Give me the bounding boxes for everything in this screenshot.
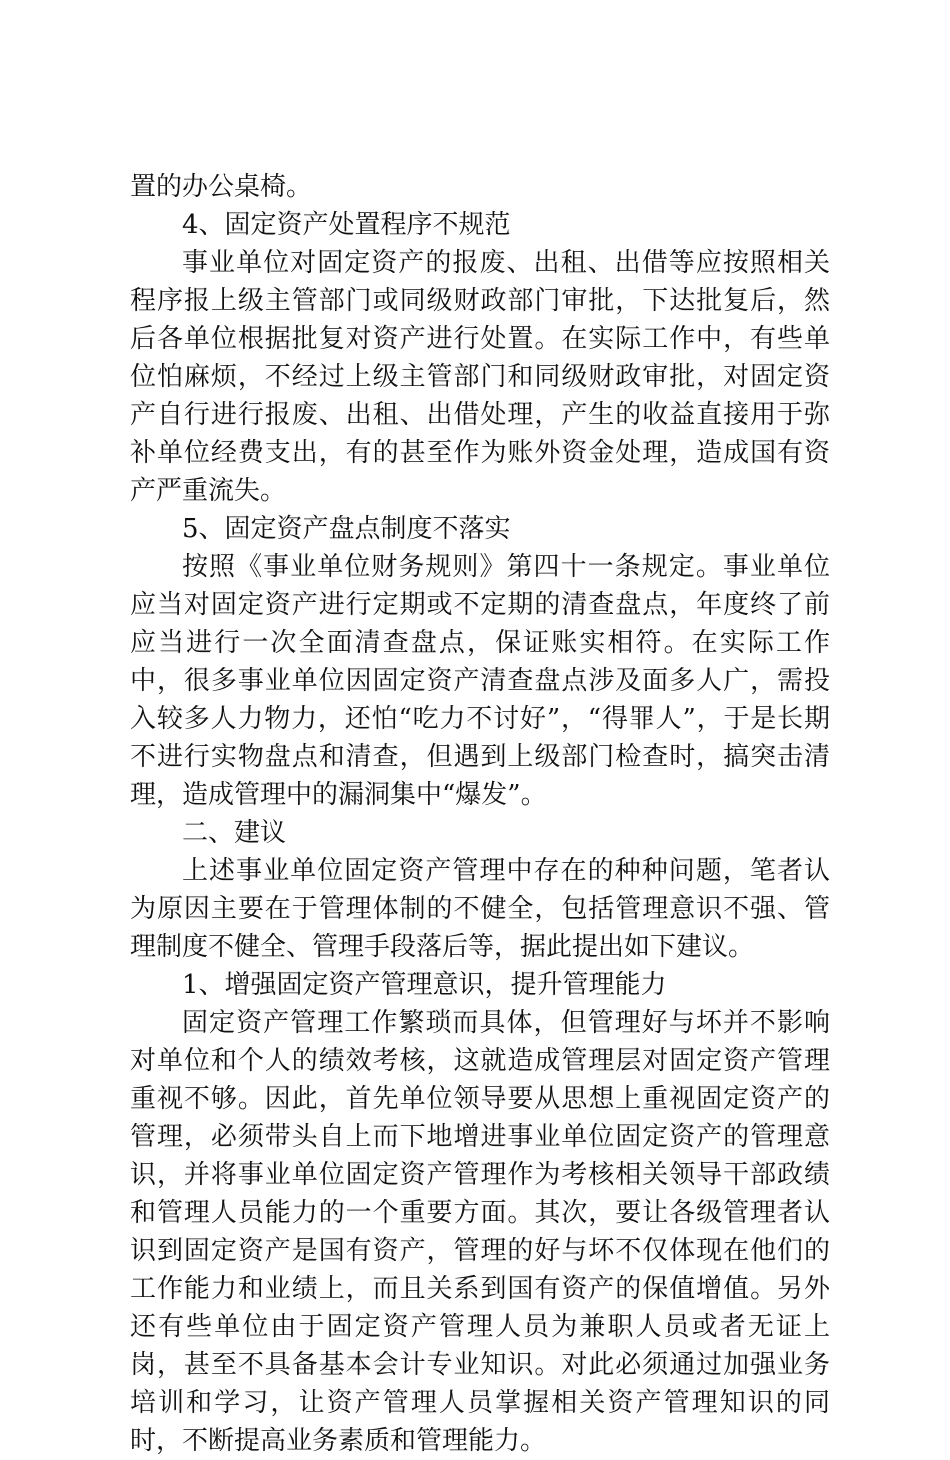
paragraph-suggestions-intro: 上述事业单位固定资产管理中存在的种种问题，笔者认为原因主要在于管理体制的不健全，包括管理意识不强、管理制度不健全、管理手段落后等，据此提出如下建议。 [130,856,830,962]
paragraph-disposal: 事业单位对固定资产的报废、出租、出借等应按照相关程序报上级主管部门或同级财政部门审批，下达批复后，然后各单位根据批复对资产进行处置。在实际工作中，有些单位怕麻烦，不经过上级主管部门和同级财政审批，对固定资产自行进行报废、出租、出借处理，产生的收益直接用于弥补单位经费支出，有的甚至作为账外资金处理，造成国有资产严重流失。 [130,248,830,506]
paragraph-inventory: 按照《事业单位财务规则》第四十一条规定。事业单位应当对固定资产进行定期或不定期的清查盘点，年度终了前应当进行一次全面清查盘点，保证账实相符。在实际工作中，很多事业单位因固定资产清查盘点涉及面多人广，需投入较多人力物力，还怕“吃力不讨好”，“得罪人”，于是长期不进行实物盘点和清查，但遇到上级部门检查时，搞突击清理，造成管理中的漏洞集中“爆发”。 [130,552,830,810]
heading-disposal-procedure: 4、固定资产处置程序不规范 [182,210,511,240]
paragraph-continuation: 置的办公桌椅。 [130,172,313,202]
heading-suggestions: 二、建议 [182,818,287,848]
document-page [130,168,830,1460]
paragraph-management-awareness: 固定资产管理工作繁琐而具体，但管理好与坏并不影响对单位和个人的绩效考核，这就造成管理层对固定资产管理重视不够。因此，首先单位领导要从思想上重视固定资产的管理，必须带头自上而下地增进事业单位固定资产的管理意识，并将事业单位固定资产管理作为考核相关领导干部政绩和管理人员能力的一个重要方面。其次，要让各级管理者认识到固定资产是国有资产，管理的好与坏不仅体现在他们的工作能力和业绩上，而且关系到国有资产的保值增值。另外还有些单位由于固定资产管理人员为兼职人员或者无证上岗，甚至不具备基本会计专业知识。对此必须通过加强业务培训和学习，让资产管理人员掌握相关资产管理知识的同时，不断提高业务素质和管理能力。 [130,1008,830,1456]
heading-management-awareness: 1、增强固定资产管理意识，提升管理能力 [182,970,667,1000]
heading-inventory-system: 5、固定资产盘点制度不落实 [182,514,511,544]
